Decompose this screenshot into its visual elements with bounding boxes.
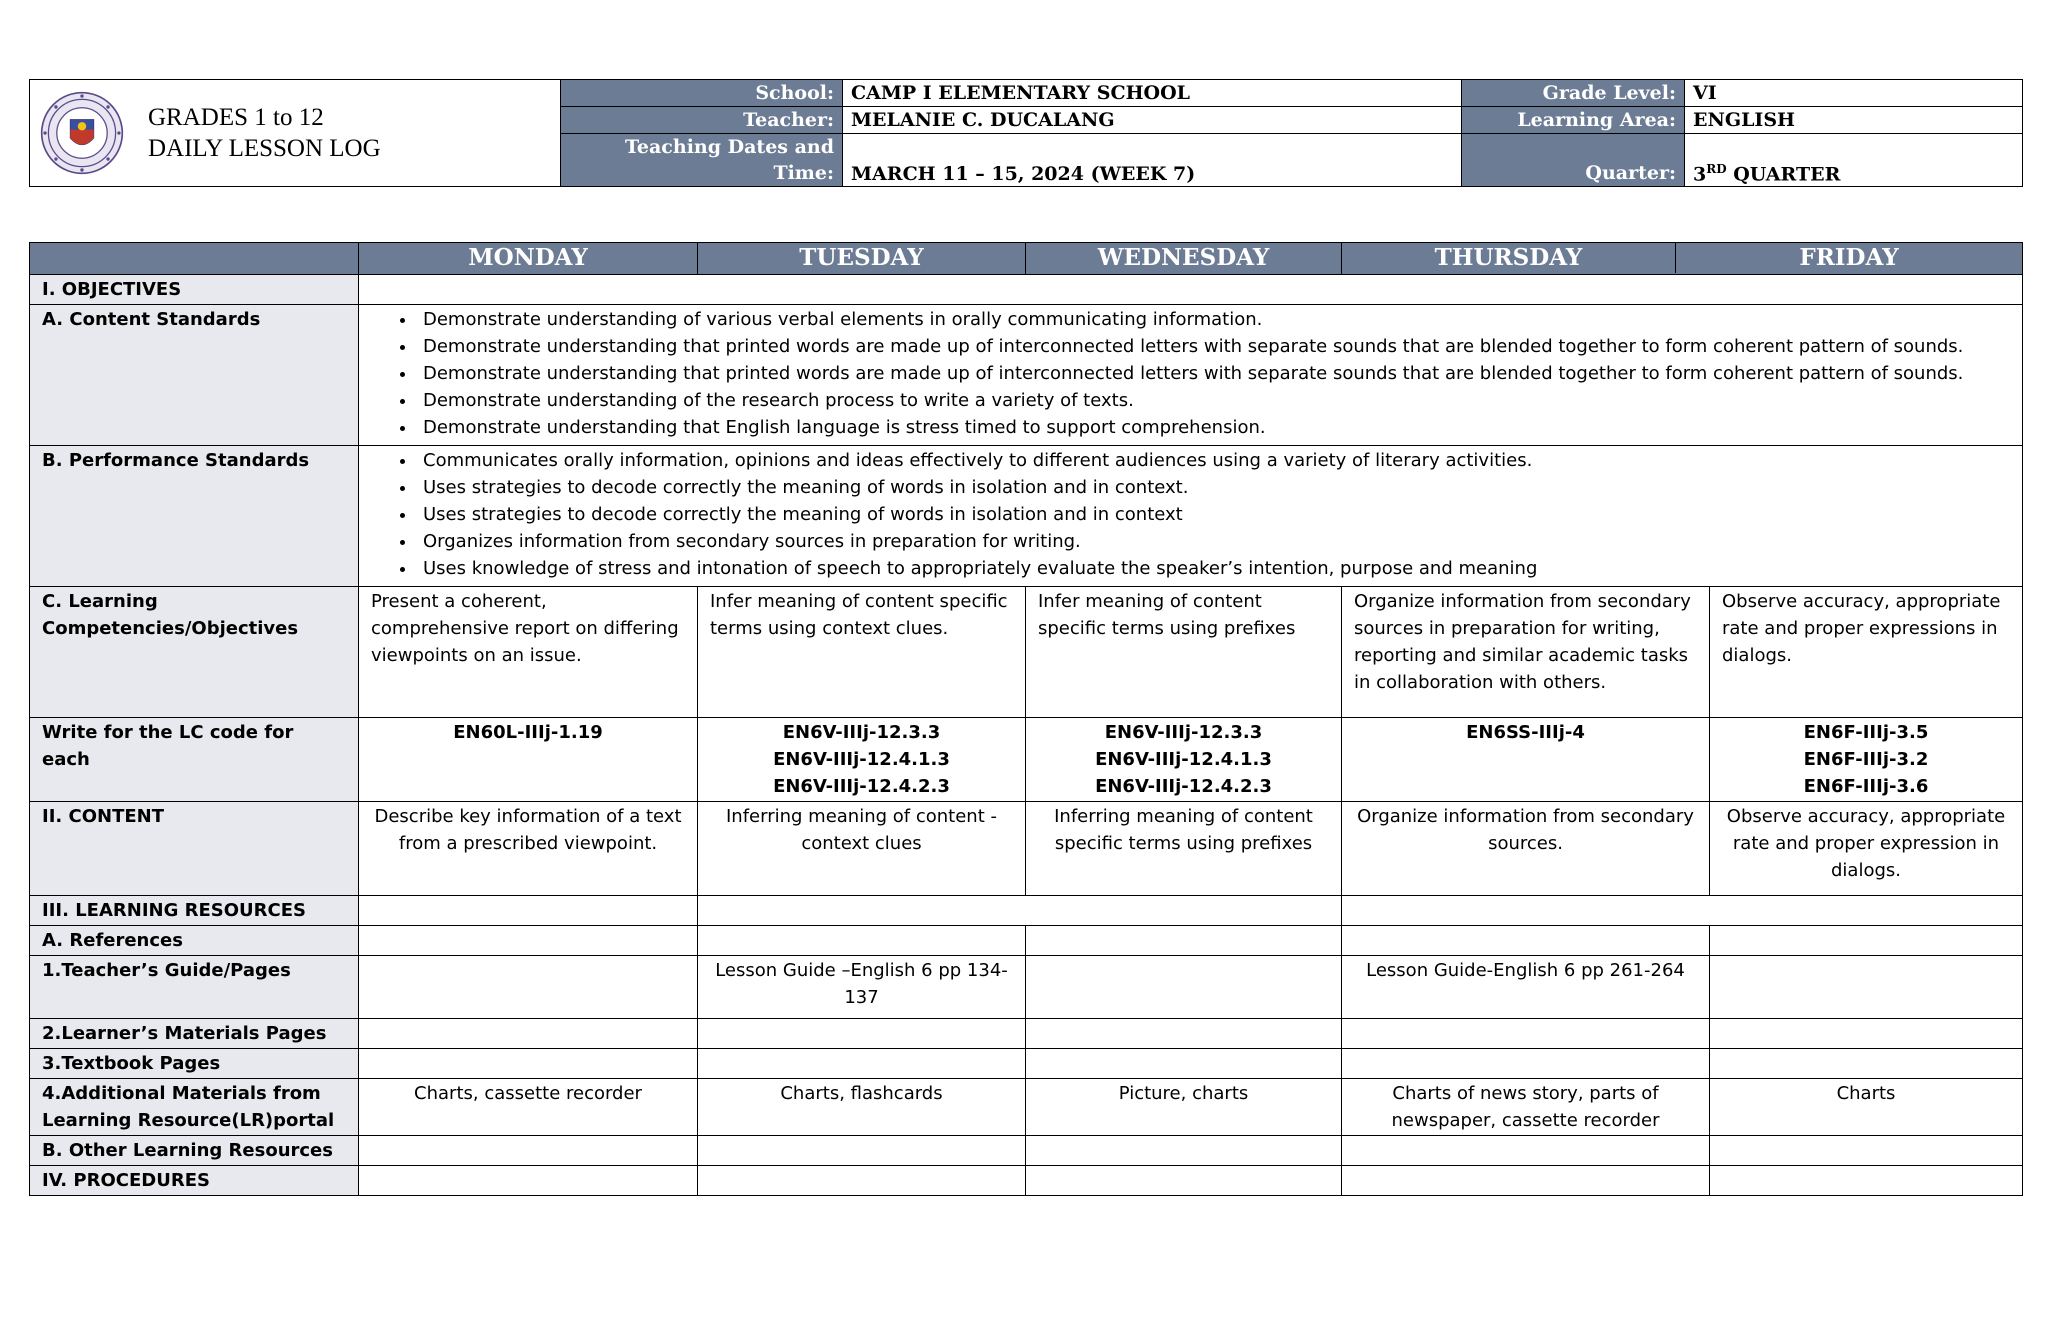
competency-thursday: Organize information from secondary sources in preparation for writing, reporting and similar academic tasks in collaboration with others.: [1342, 587, 1710, 718]
content-monday: Describe key information of a text from a prescribed viewpoint.: [359, 802, 698, 896]
lc-code-wednesday: [1026, 718, 1342, 802]
quarter-label: Quarter:: [1462, 160, 1685, 187]
lesson-log-header: [29, 79, 2023, 187]
content-tuesday: Inferring meaning of content -context clues: [698, 802, 1026, 896]
day-tuesday: TUESDAY: [698, 243, 1026, 275]
blank-cell: [1342, 1136, 1710, 1166]
learners-materials-row: [30, 1019, 2023, 1049]
blank-cell: [1026, 1019, 1342, 1049]
competencies-label: [30, 587, 359, 718]
learners-materials-label: 2.Learner’s Materials Pages: [30, 1019, 359, 1049]
textbook-pages-row: [30, 1049, 2023, 1079]
day-monday: MONDAY: [359, 243, 698, 275]
teaching-dates-label-bottom: Time:: [561, 160, 843, 187]
blank-cell: [698, 926, 1026, 956]
other-resources-label: B. Other Learning Resources: [30, 1136, 359, 1166]
competencies-label-line1: C. Learning: [42, 591, 158, 612]
quarter-value: [1685, 134, 2023, 187]
blank-cell: [698, 1019, 1026, 1049]
quarter-text: QUARTER: [1726, 163, 1841, 185]
performance-standards-list: [359, 447, 2010, 582]
teacher-label: Teacher:: [561, 107, 843, 134]
additional-materials-label-line2: Learning Resource(LR)portal: [42, 1110, 335, 1131]
lc-code-tuesday: [698, 718, 1026, 802]
day-thursday-friday: [1342, 243, 2023, 275]
blank-cell: [359, 1049, 698, 1079]
blank-cell: [1342, 1049, 1710, 1079]
content-standard-item: • Demonstrate understanding that English language is stress timed to support comprehension.: [417, 414, 2010, 441]
lc-code: EN6V-IIIj-12.4.1.3: [773, 749, 950, 770]
competency-wednesday: Infer meaning of content specific terms using prefixes: [1026, 587, 1342, 718]
blank-cell: [1342, 1166, 1710, 1196]
blank-cell: [1026, 1049, 1342, 1079]
blank-cell: [698, 1166, 1026, 1196]
day-header-row: [30, 243, 2023, 275]
performance-standard-item: • Uses strategies to decode correctly the meaning of words in isolation and in context.: [417, 474, 2010, 501]
blank-cell: [1710, 1136, 2023, 1166]
lc-code: EN6SS-IIIj-4: [1466, 722, 1585, 743]
teachers-guide-label: 1.Teacher’s Guide/Pages: [30, 956, 359, 1019]
school-label: School:: [561, 80, 843, 107]
lc-code: EN6F-IIIj-3.5: [1803, 722, 1929, 743]
performance-standards-cell: [359, 446, 2023, 587]
additional-materials-row: [30, 1079, 2023, 1136]
blank-cell: [1710, 926, 2023, 956]
blank-cell: [359, 1019, 698, 1049]
quarter-label-spacer: [1462, 134, 1685, 161]
teachers-guide-thursday: Lesson Guide-English 6 pp 261-264: [1342, 956, 1710, 1019]
blank-cell: [359, 1166, 698, 1196]
competency-monday: Present a coherent, comprehensive report on differing viewpoints on an issue.: [359, 587, 698, 718]
content-standards-cell: [359, 305, 2023, 446]
objectives-heading: I. OBJECTIVES: [30, 275, 359, 305]
teachers-guide-monday: [359, 956, 698, 1019]
quarter-superscript: RD: [1706, 161, 1727, 176]
competencies-label-line2: Competencies/Objectives: [42, 618, 299, 639]
teacher-value: MELANIE C. DUCALANG: [843, 107, 1462, 134]
lesson-log-table: [29, 242, 2023, 1196]
additional-materials-wednesday: Picture, charts: [1026, 1079, 1342, 1136]
additional-materials-thursday: Charts of news story, parts of newspaper, cassette recorder: [1342, 1079, 1710, 1136]
content-standards-list: [359, 306, 2010, 441]
school-value: CAMP I ELEMENTARY SCHOOL: [843, 80, 1462, 107]
competency-friday: Observe accuracy, appropriate rate and proper expressions in dialogs.: [1710, 587, 2023, 718]
lc-code: EN6F-IIIj-3.6: [1803, 776, 1929, 797]
blank-cell: [1026, 1166, 1342, 1196]
learning-area-label: Learning Area:: [1462, 107, 1685, 134]
content-thursday: Organize information from secondary sources.: [1342, 802, 1710, 896]
teachers-guide-friday: [1710, 956, 2023, 1019]
additional-materials-label: [30, 1079, 359, 1136]
teachers-guide-wednesday: [1026, 956, 1342, 1019]
blank-cell: [698, 1136, 1026, 1166]
competencies-row: [30, 587, 2023, 718]
teaching-dates-value: MARCH 11 – 15, 2024 (WEEK 7): [843, 134, 1462, 187]
additional-materials-tuesday: Charts, flashcards: [698, 1079, 1026, 1136]
day-wednesday: WEDNESDAY: [1026, 243, 1342, 275]
blank-cell: [1342, 1019, 1710, 1049]
content-standard-item: • Demonstrate understanding of the research process to write a variety of texts.: [417, 387, 2010, 414]
performance-standard-item: • Uses knowledge of stress and intonation of speech to appropriately evaluate the speaker’s intention, purpose and meaning: [417, 555, 2010, 582]
lc-code: EN6V-IIIj-12.4.1.3: [1095, 749, 1272, 770]
learning-resources-heading: III. LEARNING RESOURCES: [30, 896, 359, 926]
lc-code: EN6V-IIIj-12.4.2.3: [773, 776, 950, 797]
objectives-row: [30, 275, 2023, 305]
objectives-blank: [359, 275, 2023, 305]
teachers-guide-tuesday: Lesson Guide –English 6 pp 134-137: [698, 956, 1026, 1019]
blank-cell: [359, 1136, 698, 1166]
blank-cell: [1342, 926, 1710, 956]
blank-cell: [359, 926, 698, 956]
performance-standard-item: • Uses strategies to decode correctly the meaning of words in isolation and in context: [417, 501, 2010, 528]
grade-level-label: Grade Level:: [1462, 80, 1685, 107]
other-resources-row: [30, 1136, 2023, 1166]
procedures-heading: IV. PROCEDURES: [30, 1166, 359, 1196]
performance-standard-item: • Organizes information from secondary sources in preparation for writing.: [417, 528, 2010, 555]
additional-materials-label-line1: 4.Additional Materials from: [42, 1083, 321, 1104]
textbook-pages-label: 3.Textbook Pages: [30, 1049, 359, 1079]
performance-standards-row: [30, 446, 2023, 587]
learning-area-value: ENGLISH: [1685, 107, 2023, 134]
lc-code: EN6V-IIIj-12.3.3: [1104, 722, 1263, 743]
document-title: [148, 102, 381, 164]
blank-cell: [698, 1049, 1026, 1079]
lc-code-label: Write for the LC code for each: [30, 718, 359, 802]
lc-code-row: [30, 718, 2023, 802]
day-header-blank: [30, 243, 359, 275]
teaching-dates-label-top: Teaching Dates and: [561, 134, 843, 161]
lc-code: EN6V-IIIj-12.3.3: [782, 722, 941, 743]
blank-cell: [1710, 1049, 2023, 1079]
deped-seal-icon: [40, 91, 124, 175]
content-row: [30, 802, 2023, 896]
content-standard-item: • Demonstrate understanding of various verbal elements in orally communicating information.: [417, 306, 2010, 333]
header-title-cell: [30, 80, 561, 187]
lc-code: EN6F-IIIj-3.2: [1803, 749, 1929, 770]
content-standards-label: A. Content Standards: [30, 305, 359, 446]
additional-materials-monday: Charts, cassette recorder: [359, 1079, 698, 1136]
content-wednesday: Inferring meaning of content specific terms using prefixes: [1026, 802, 1342, 896]
references-label: A. References: [30, 926, 359, 956]
lc-code-monday: [359, 718, 698, 802]
blank-cell: [1342, 896, 2023, 926]
content-label: II. CONTENT: [30, 802, 359, 896]
day-friday: FRIDAY: [1799, 244, 1899, 271]
content-friday: Observe accuracy, appropriate rate and proper expression in dialogs.: [1710, 802, 2023, 896]
lc-code: EN60L-IIIj-1.19: [453, 722, 603, 743]
day-thursday: THURSDAY: [1342, 243, 1676, 273]
content-standards-row: [30, 305, 2023, 446]
references-row: [30, 926, 2023, 956]
lc-code: EN6V-IIIj-12.4.2.3: [1095, 776, 1272, 797]
blank-cell: [698, 896, 1342, 926]
procedures-row: [30, 1166, 2023, 1196]
teachers-guide-row: [30, 956, 2023, 1019]
title-line-dll: DAILY LESSON LOG: [148, 135, 381, 162]
blank-cell: [1026, 1136, 1342, 1166]
quarter-number: 3: [1693, 163, 1707, 185]
blank-cell: [1026, 926, 1342, 956]
learning-resources-row: [30, 896, 2023, 926]
lc-code-friday: [1710, 718, 2023, 802]
performance-standard-item: • Communicates orally information, opinions and ideas effectively to different audiences using a variety of literary activities.: [417, 447, 2010, 474]
lc-code-thursday: [1342, 718, 1710, 802]
blank-cell: [1710, 1019, 2023, 1049]
blank-cell: [1710, 1166, 2023, 1196]
performance-standards-label: B. Performance Standards: [30, 446, 359, 587]
content-standard-item: • Demonstrate understanding that printed words are made up of interconnected letters with separate sounds that are blended together to form coherent pattern of sounds.: [417, 333, 2010, 360]
grade-level-value: VI: [1685, 80, 2023, 107]
competency-tuesday: Infer meaning of content specific terms using context clues.: [698, 587, 1026, 718]
content-standard-item: • Demonstrate understanding that printed words are made up of interconnected letters with separate sounds that are blended together to form coherent pattern of sounds.: [417, 360, 2010, 387]
blank-cell: [359, 896, 698, 926]
additional-materials-friday: Charts: [1710, 1079, 2023, 1136]
title-line-grades: GRADES 1 to 12: [148, 104, 324, 131]
